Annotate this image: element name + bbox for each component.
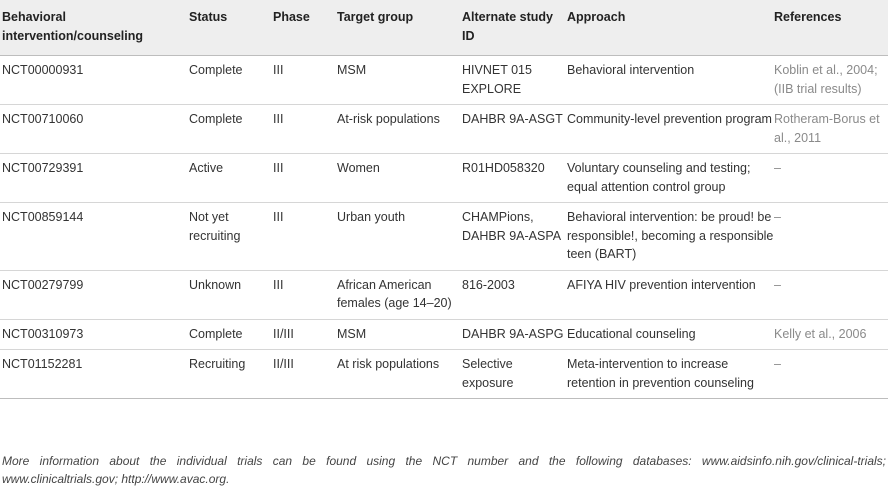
table-row <box>0 105 888 154</box>
cell-approach: Voluntary counseling and testing; equal attention control group <box>567 154 774 203</box>
cell-target-group: African American females (age 14–20) <box>337 270 462 319</box>
header-approach: Approach <box>567 0 774 56</box>
cell-references: – <box>774 154 888 203</box>
cell-alternate-id: 816-2003 <box>462 270 567 319</box>
cell-target-group: MSM <box>337 319 462 350</box>
cell-target-group: At risk populations <box>337 350 462 399</box>
cell-alternate-id: R01HD058320 <box>462 154 567 203</box>
cell-nct-id: NCT01152281 <box>0 350 189 399</box>
cell-alternate-id: Selective exposure <box>462 350 567 399</box>
cell-alternate-id: DAHBR 9A-ASGT <box>462 105 567 154</box>
table-row <box>0 350 888 399</box>
cell-approach: Educational counseling <box>567 319 774 350</box>
table-row <box>0 270 888 319</box>
header-intervention: Behavioral intervention/counseling <box>0 0 189 56</box>
cell-approach: AFIYA HIV prevention intervention <box>567 270 774 319</box>
cell-target-group: Women <box>337 154 462 203</box>
cell-status: Recruiting <box>189 350 273 399</box>
header-target-group: Target group <box>337 0 462 56</box>
cell-phase: II/III <box>273 350 337 399</box>
table-footnote: More information about the individual trials can be found using the NCT number and the following databases: www.aidsinfo.nih.gov/clinical-trials; www.clinicaltrials.gov; http://www.avac.org. <box>2 454 886 486</box>
cell-status: Active <box>189 154 273 203</box>
header-status: Status <box>189 0 273 56</box>
cell-references: – <box>774 350 888 399</box>
table-row <box>0 203 888 271</box>
cell-phase: II/III <box>273 319 337 350</box>
cell-status: Complete <box>189 319 273 350</box>
cell-phase: III <box>273 56 337 105</box>
cell-references: – <box>774 270 888 319</box>
cell-references: Koblin et al., 2004; (IIB trial results) <box>774 56 888 105</box>
cell-phase: III <box>273 154 337 203</box>
cell-references: Rotheram-Borus et al., 2011 <box>774 105 888 154</box>
cell-target-group: Urban youth <box>337 203 462 271</box>
table-row <box>0 56 888 105</box>
cell-status: Not yet recruiting <box>189 203 273 271</box>
cell-nct-id: NCT00279799 <box>0 270 189 319</box>
cell-nct-id: NCT00310973 <box>0 319 189 350</box>
header-row <box>0 0 888 56</box>
cell-phase: III <box>273 203 337 271</box>
cell-alternate-id: DAHBR 9A-ASPG <box>462 319 567 350</box>
cell-approach: Community-level prevention program <box>567 105 774 154</box>
table-row <box>0 154 888 203</box>
header-phase: Phase <box>273 0 337 56</box>
cell-approach: Behavioral intervention <box>567 56 774 105</box>
cell-approach: Meta-intervention to increase retention in prevention counseling <box>567 350 774 399</box>
cell-alternate-id: CHAMPions, DAHBR 9A-ASPA <box>462 203 567 271</box>
cell-status: Unknown <box>189 270 273 319</box>
cell-references: Kelly et al., 2006 <box>774 319 888 350</box>
cell-nct-id: NCT00710060 <box>0 105 189 154</box>
cell-alternate-id: HIVNET 015 EXPLORE <box>462 56 567 105</box>
cell-nct-id: NCT00729391 <box>0 154 189 203</box>
cell-target-group: At-risk populations <box>337 105 462 154</box>
cell-nct-id: NCT00000931 <box>0 56 189 105</box>
cell-references: – <box>774 203 888 271</box>
table-header <box>0 0 888 56</box>
header-alternate-id: Alternate study ID <box>462 0 567 56</box>
cell-phase: III <box>273 270 337 319</box>
table-row <box>0 319 888 350</box>
cell-status: Complete <box>189 56 273 105</box>
cell-target-group: MSM <box>337 56 462 105</box>
table-body <box>0 56 888 399</box>
cell-nct-id: NCT00859144 <box>0 203 189 271</box>
cell-phase: III <box>273 105 337 154</box>
header-references: References <box>774 0 888 56</box>
cell-status: Complete <box>189 105 273 154</box>
cell-approach: Behavioral intervention: be proud! be responsible!, becoming a responsible teen (BART) <box>567 203 774 271</box>
